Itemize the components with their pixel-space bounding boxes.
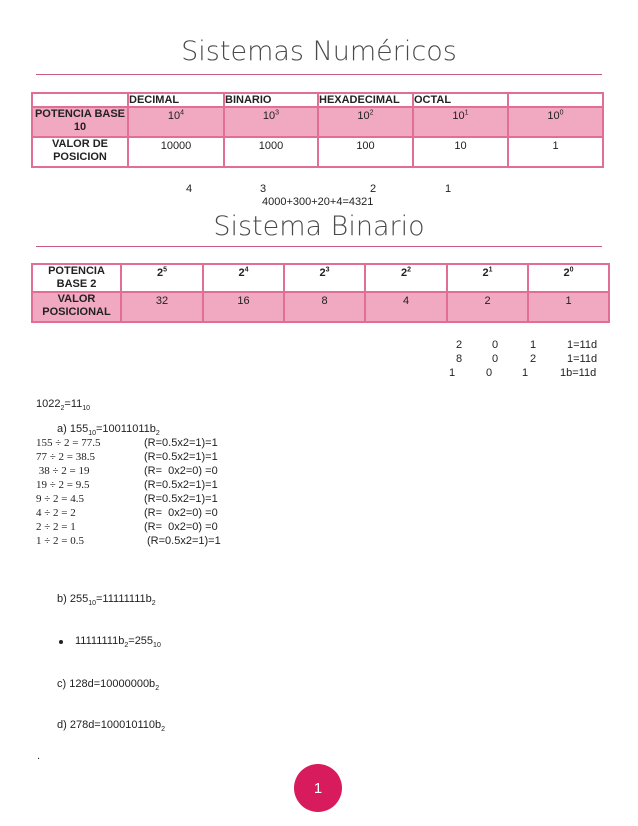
table-row bbox=[32, 292, 609, 322]
table-cell: 8 bbox=[284, 292, 365, 322]
division-remainder: (R=0.5x2=1)=1 bbox=[147, 535, 221, 547]
table-row bbox=[32, 264, 609, 292]
division-remainder: (R=0.5x2=1)=1 bbox=[144, 451, 218, 463]
bullet-icon bbox=[59, 640, 63, 644]
title-underline bbox=[36, 246, 602, 247]
division-op: 2 ÷ 2 = 1 bbox=[36, 521, 76, 533]
conv-result: 1b=11d bbox=[560, 367, 597, 379]
division-op: 1 ÷ 2 = 0.5 bbox=[36, 535, 84, 547]
table-cell bbox=[508, 107, 603, 137]
binary-place-value-table bbox=[31, 263, 610, 323]
exponent: 0 bbox=[569, 266, 574, 274]
exponent: 4 bbox=[180, 109, 185, 117]
division-op: 4 ÷ 2 = 2 bbox=[36, 507, 76, 519]
section-title: Sistema Binario bbox=[213, 211, 425, 242]
item-c bbox=[57, 678, 160, 693]
base: 10 bbox=[357, 110, 370, 122]
table-cell bbox=[203, 264, 284, 292]
row-label: VALOR DE POSICION bbox=[32, 137, 128, 167]
subscript: 2 bbox=[161, 726, 165, 734]
item-a bbox=[57, 423, 160, 438]
conv-digit: 1 bbox=[530, 339, 537, 351]
conv-digit: 1 bbox=[449, 367, 456, 379]
conv-result: 1=11d bbox=[567, 339, 598, 351]
equation-part: c) 128d=10000000b bbox=[57, 678, 156, 690]
conv-digit: 0 bbox=[486, 367, 493, 379]
digit: 3 bbox=[260, 183, 267, 195]
subscript: 2 bbox=[155, 685, 160, 693]
division-op: 19 ÷ 2 = 9.5 bbox=[36, 479, 90, 491]
table-cell bbox=[318, 107, 413, 137]
table-cell bbox=[128, 107, 224, 137]
table-cell: 16 bbox=[203, 292, 284, 322]
digit: 4 bbox=[186, 183, 193, 195]
table-header-cell bbox=[508, 93, 603, 107]
sum-line: 4000+300+20+4=4321 bbox=[262, 196, 374, 208]
equation-part: a) 155 bbox=[57, 423, 89, 435]
table-cell: 32 bbox=[121, 292, 203, 322]
table-header-cell: OCTAL bbox=[413, 93, 508, 107]
table-cell bbox=[224, 107, 318, 137]
table-cell bbox=[284, 264, 365, 292]
digit: 2 bbox=[370, 183, 377, 195]
conv-digit: 1 bbox=[522, 367, 529, 379]
subscript: 10 bbox=[88, 600, 96, 608]
base: 2 bbox=[238, 267, 245, 279]
subscript: 10 bbox=[88, 430, 96, 438]
equation-part: =10011011b bbox=[96, 423, 156, 435]
bullet-item bbox=[75, 635, 161, 650]
exponent: 2 bbox=[369, 109, 374, 117]
exponent: 5 bbox=[163, 266, 168, 274]
table-cell bbox=[365, 264, 447, 292]
exponent: 1 bbox=[488, 266, 493, 274]
subscript: 2 bbox=[155, 430, 160, 438]
subscript: 2 bbox=[60, 405, 65, 413]
table-cell bbox=[413, 107, 508, 137]
base: 10 bbox=[167, 110, 181, 122]
table-cell: 1 bbox=[528, 292, 609, 322]
division-remainder: (R=0.5x2=1)=1 bbox=[144, 493, 218, 505]
equation-part: 11111111b bbox=[75, 635, 125, 647]
exponent: 1 bbox=[464, 109, 469, 117]
title-underline bbox=[36, 74, 602, 75]
equation-part: =255 bbox=[128, 635, 154, 647]
table-row bbox=[32, 137, 603, 167]
conv-digit: 0 bbox=[492, 353, 499, 365]
row-label: POTENCIA BASE 2 bbox=[32, 264, 121, 292]
base: 2 bbox=[400, 267, 408, 279]
exponent: 3 bbox=[275, 109, 280, 117]
equation-part: =11111111b bbox=[96, 593, 152, 605]
base: 10 bbox=[452, 110, 465, 122]
exponent: 4 bbox=[244, 266, 249, 274]
base: 10 bbox=[262, 110, 276, 122]
conv-digit: 8 bbox=[456, 353, 463, 365]
stray-dot: . bbox=[37, 750, 41, 762]
equation-part: 1022 bbox=[36, 398, 61, 410]
table-cell bbox=[447, 264, 528, 292]
conv-digit: 2 bbox=[456, 339, 463, 351]
item-d bbox=[57, 719, 165, 734]
table-header-cell bbox=[32, 93, 128, 107]
table-row bbox=[32, 107, 603, 137]
base: 2 bbox=[563, 267, 570, 279]
division-remainder: (R= 0x2=0) =0 bbox=[144, 521, 218, 533]
conv-digit: 0 bbox=[492, 339, 499, 351]
base: 2 bbox=[482, 267, 489, 279]
table-cell: 10000 bbox=[128, 137, 224, 167]
equation-part: d) 278d=100010110b bbox=[57, 719, 162, 731]
page-title: Sistemas Numéricos bbox=[181, 36, 457, 67]
division-remainder: (R=0.5x2=1)=1 bbox=[144, 479, 218, 491]
digit: 1 bbox=[445, 183, 452, 195]
conv-result: 1=11d bbox=[567, 353, 598, 365]
decimal-place-value-table bbox=[31, 92, 604, 168]
table-header-cell: DECIMAL bbox=[128, 93, 224, 107]
table-cell: 10 bbox=[413, 137, 508, 167]
row-label: POTENCIA BASE 10 bbox=[32, 107, 128, 137]
table-cell bbox=[121, 264, 203, 292]
table-header-cell: HEXADECIMAL bbox=[318, 93, 413, 107]
table-cell: 1000 bbox=[224, 137, 318, 167]
division-op: 38 ÷ 2 = 19 bbox=[36, 465, 90, 477]
conv-digit: 2 bbox=[530, 353, 537, 365]
table-cell bbox=[528, 264, 609, 292]
division-op: 155 ÷ 2 = 77.5 bbox=[36, 437, 101, 449]
base: 2 bbox=[319, 267, 326, 279]
page-number-badge bbox=[294, 764, 342, 812]
exponent: 3 bbox=[325, 266, 330, 274]
table-header-cell: BINARIO bbox=[224, 93, 318, 107]
table-cell: 4 bbox=[365, 292, 447, 322]
table-cell: 2 bbox=[447, 292, 528, 322]
page-number: 1 bbox=[313, 779, 323, 797]
base: 10 bbox=[547, 110, 560, 122]
base: 2 bbox=[156, 267, 164, 279]
table-cell: 1 bbox=[508, 137, 603, 167]
item-b bbox=[57, 593, 156, 608]
subscript: 10 bbox=[82, 405, 91, 413]
subscript: 10 bbox=[153, 642, 161, 650]
table-cell: 100 bbox=[318, 137, 413, 167]
division-remainder: (R= 0x2=0) =0 bbox=[144, 507, 218, 519]
equation-part: b) 255 bbox=[57, 593, 89, 605]
division-remainder: (R=0.5x2=1)=1 bbox=[144, 437, 218, 449]
equation-part: =11 bbox=[64, 398, 83, 410]
equation-line bbox=[36, 398, 91, 413]
subscript: 2 bbox=[151, 600, 156, 608]
subscript: 2 bbox=[124, 642, 129, 650]
exponent: 2 bbox=[407, 266, 412, 274]
division-remainder: (R= 0x2=0) =0 bbox=[144, 465, 218, 477]
division-op: 77 ÷ 2 = 38.5 bbox=[36, 451, 95, 463]
exponent: 0 bbox=[559, 109, 564, 117]
division-op: 9 ÷ 2 = 4.5 bbox=[36, 493, 84, 505]
table-header-row bbox=[32, 93, 603, 107]
row-label: VALOR POSICIONAL bbox=[32, 292, 121, 322]
